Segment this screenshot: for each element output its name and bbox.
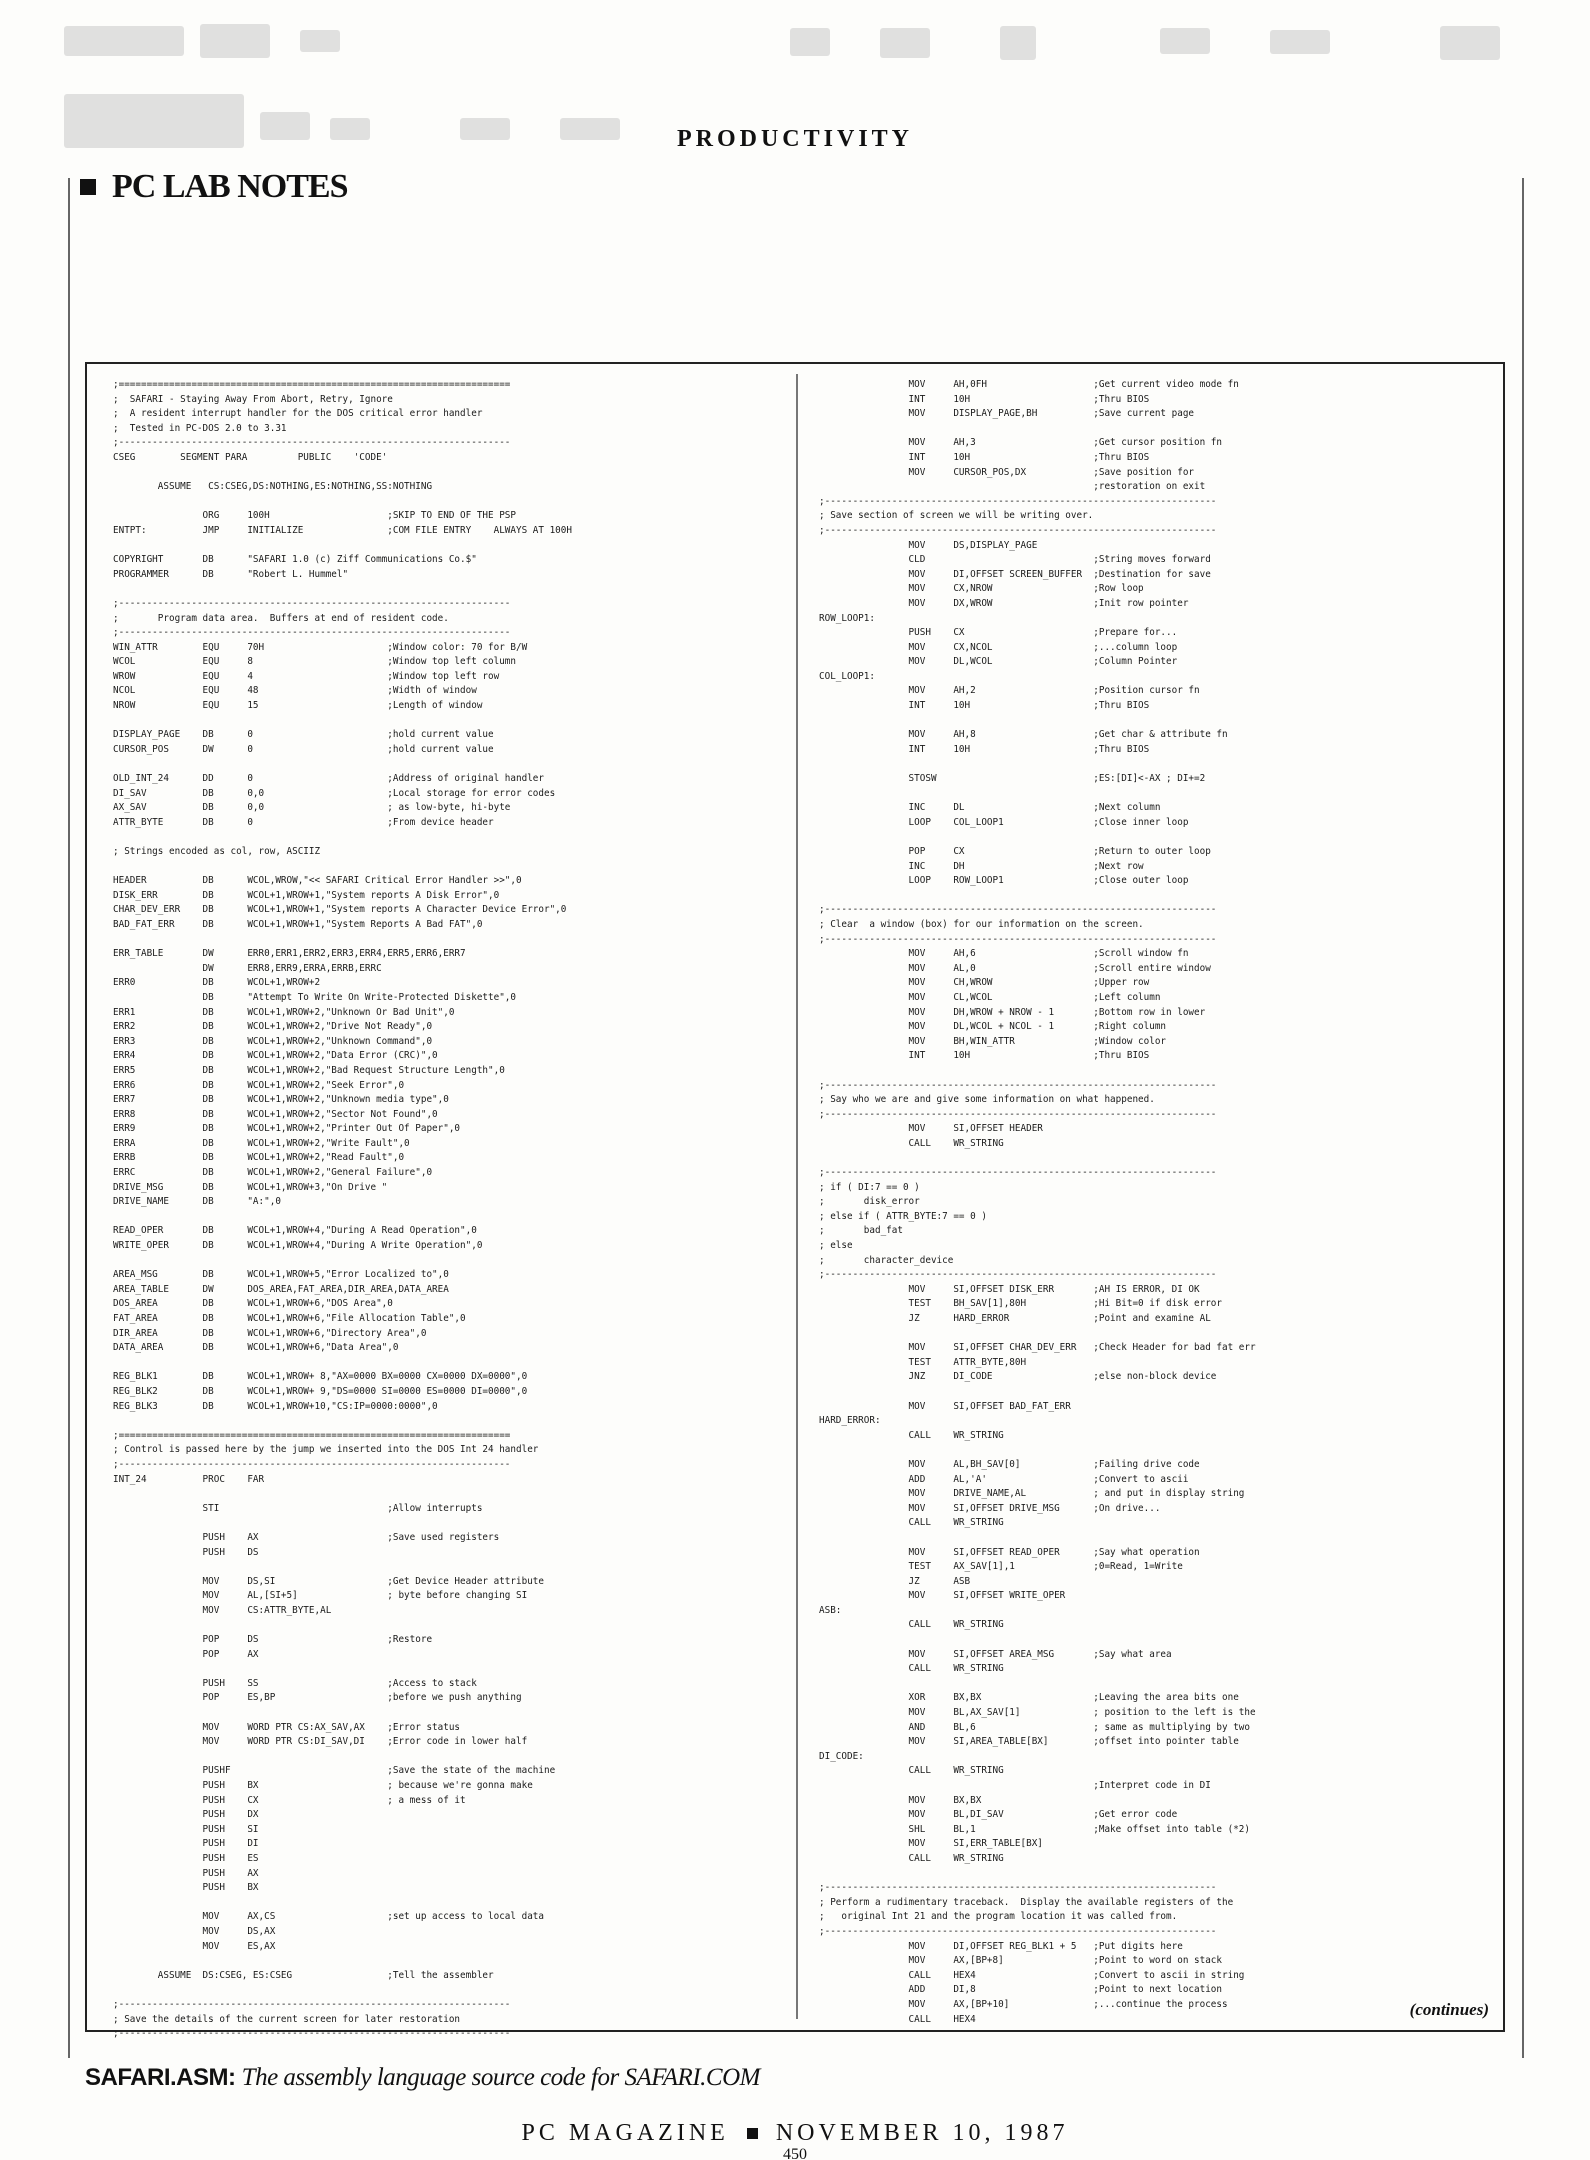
scan-noise bbox=[790, 28, 830, 56]
scan-noise bbox=[1440, 26, 1500, 60]
listing-column-divider bbox=[796, 374, 798, 2019]
scan-noise bbox=[1000, 26, 1036, 60]
footer-magazine: PC MAGAZINE bbox=[521, 2120, 729, 2146]
footer-date: NOVEMBER 10, 1987 bbox=[775, 2120, 1069, 2146]
listing-column-right bbox=[819, 378, 1489, 2027]
scan-noise bbox=[1160, 28, 1210, 54]
footer-bullet-icon bbox=[747, 2128, 758, 2139]
column-rule-right bbox=[1522, 178, 1524, 2058]
scan-noise bbox=[300, 30, 340, 52]
code-block-right: MOV AH,0FH ;Get current video mode fn INT 10H ;Thru BIOS MOV DISPLAY_PAGE,BH ;Save current page MOV AH,3 ;Get cursor position fn INT 10H ;Thru BIOS MOV CURSOR_POS,DX ;Save position for ;restoration on exit ;---------------------------------------------------------------------- ; Save section of screen we will be writing over. ;---------------------------------------------------------------------- MOV DS,DISPLAY_PAGE CLD ;String moves forward MOV DI,OFFSET SCREEN_BUFFER ;Destination for save MOV CX,NROW ;Row loop MOV DX,WROW ;Init row pointer ROW_LOOP1: PUSH CX ;Prepare for... MOV CX,NCOL ;...column loop MOV DL,WCOL ;Column Pointer COL_LOOP1: MOV AH,2 ;Position cursor fn INT 10H ;Thru BIOS MOV AH,8 ;Get char & attribute fn INT 10H ;Thru BIOS STOSW ;ES:[DI]<-AX ; DI+=2 INC DL ;Next column LOOP COL_LOOP1 ;Close inner loop POP CX ;Return to outer loop INC DH ;Next row LOOP ROW_LOOP1 ;Close outer loop ;---------------------------------------------------------------------- ; Clear a window (box) for our information on the screen. ;---------------------------------------------------------------------- MOV AH,6 ;Scroll window fn MOV AL,0 ;Scroll entire window MOV CH,WROW ;Upper row MOV CL,WCOL ;Left column MOV DH,WROW + NROW - 1 ;Bottom row in lower MOV DL,WCOL + NCOL - 1 ;Right column MOV BH,WIN_ATTR ;Window color INT 10H ;Thru BIOS ;---------------------------------------------------------------------- ; Say who we are and give some information on what happened. ;---------------------------------------------------------------------- MOV SI,OFFSET HEADER CALL WR_STRING ;---------------------------------------------------------------------- ; if ( DI:7 == 0 ) ; disk_error ; else if ( ATTR_BYTE:7 == 0 ) ; bad_fat ; else ; character_device ;---------------------------------------------------------------------- MOV SI,OFFSET DISK_ERR ;AH IS ERROR, DI OK TEST BH_SAV[1],80H ;Hi Bit=0 if disk error JZ HARD_ERROR ;Point and examine AL MOV SI,OFFSET CHAR_DEV_ERR ;Check Header for bad fat err TEST ATTR_BYTE,80H JNZ DI_CODE ;else non-block device MOV SI,OFFSET BAD_FAT_ERR HARD_ERROR: CALL WR_STRING MOV AL,BH_SAV[0] ;Failing drive code ADD AL,'A' ;Convert to ascii MOV DRIVE_NAME,AL ; and put in display string MOV SI,OFFSET DRIVE_MSG ;On drive... CALL WR_STRING MOV SI,OFFSET READ_OPER ;Say what operation TEST AX_SAV[1],1 ;0=Read, 1=Write JZ ASB MOV SI,OFFSET WRITE_OPER ASB: CALL WR_STRING MOV SI,OFFSET AREA_MSG ;Say what area CALL WR_STRING XOR BX,BX ;Leaving the area bits one MOV BL,AX_SAV[1] ; position to the left is the AND BL,6 ; same as multiplying by two MOV SI,AREA_TABLE[BX] ;offset into pointer table DI_CODE: CALL WR_STRING ;Interpret code in DI MOV BX,BX MOV BL,DI_SAV ;Get error code SHL BL,1 ;Make offset into table (*2) MOV SI,ERR_TABLE[BX] CALL WR_STRING ;---------------------------------------------------------------------- ; Perform a rudimentary traceback. Display the available registers of the ; original Int 21 and the program location it was called from. ;---------------------------------------------------------------------- MOV DI,OFFSET REG_BLK1 + 5 ;Put digits here MOV AX,[BP+8] ;Point to word on stack CALL HEX4 ;Convert to ascii in string ADD DI,8 ;Point to next location MOV AX,[BP+10] ;...continue the process CALL HEX4 bbox=[819, 379, 1256, 2025]
caption-text: The assembly language source code for SAFARI.COM bbox=[241, 2064, 760, 2091]
column-rule-left bbox=[68, 178, 70, 2058]
bullet-square-icon bbox=[80, 179, 96, 195]
code-listing-box bbox=[85, 362, 1505, 2040]
caption-label: SAFARI.ASM: bbox=[85, 2064, 236, 2091]
department-title-text: PC LAB NOTES bbox=[112, 168, 348, 205]
page-footer bbox=[0, 2120, 1590, 2147]
continues-label: (continues) bbox=[1409, 2000, 1489, 2019]
figure-caption bbox=[85, 2064, 760, 2092]
code-block-left: ;====================================================================== ; SAFARI - Staying Away From Abort, Retry, Ignore ; A resident interrupt handler for the DOS critical error handler ; Tested in PC-DOS 2.0 to 3.31 ;---------------------------------------------------------------------- CSEG SEGMENT PARA PUBLIC 'CODE' ASSUME CS:CSEG,DS:NOTHING,ES:NOTHING,SS:NOTHING ORG 100H ;SKIP TO END OF THE PSP ENTPT: JMP INITIALIZE ;COM FILE ENTRY ALWAYS AT 100H COPYRIGHT DB "SAFARI 1.0 (c) Ziff Communications Co.$" PROGRAMMER DB "Robert L. Hummel" ;---------------------------------------------------------------------- ; Program data area. Buffers at end of resident code. ;---------------------------------------------------------------------- WIN_ATTR EQU 70H ;Window color: 70 for B/W WCOL EQU 8 ;Window top left column WROW EQU 4 ;Window top left row NCOL EQU 48 ;Width of window NROW EQU 15 ;Length of window DISPLAY_PAGE DB 0 ;hold current value CURSOR_POS DW 0 ;hold current value OLD_INT_24 DD 0 ;Address of original handler DI_SAV DB 0,0 ;Local storage for error codes AX_SAV DB 0,0 ; as low-byte, hi-byte ATTR_BYTE DB 0 ;From device header ; Strings encoded as col, row, ASCIIZ HEADER DB WCOL,WROW,"<< SAFARI Critical Error Handler >>",0 DISK_ERR DB WCOL+1,WROW+1,"System reports A Disk Error",0 CHAR_DEV_ERR DB WCOL+1,WROW+1,"System reports A Character Device Error",0 BAD_FAT_ERR DB WCOL+1,WROW+1,"System Reports A Bad FAT",0 ERR_TABLE DW ERR0,ERR1,ERR2,ERR3,ERR4,ERR5,ERR6,ERR7 DW ERR8,ERR9,ERRA,ERRB,ERRC ERR0 DB WCOL+1,WROW+2 DB "Attempt To Write On Write-Protected Diskette",0 ERR1 DB WCOL+1,WROW+2,"Unknown Or Bad Unit",0 ERR2 DB WCOL+1,WROW+2,"Drive Not Ready",0 ERR3 DB WCOL+1,WROW+2,"Unknown Command",0 ERR4 DB WCOL+1,WROW+2,"Data Error (CRC)",0 ERR5 DB WCOL+1,WROW+2,"Bad Request Structure Length",0 ERR6 DB WCOL+1,WROW+2,"Seek Error",0 ERR7 DB WCOL+1,WROW+2,"Unknown media type",0 ERR8 DB WCOL+1,WROW+2,"Sector Not Found",0 ERR9 DB WCOL+1,WROW+2,"Printer Out Of Paper",0 ERRA DB WCOL+1,WROW+2,"Write Fault",0 ERRB DB WCOL+1,WROW+2,"Read Fault",0 ERRC DB WCOL+1,WROW+2,"General Failure",0 DRIVE_MSG DB WCOL+1,WROW+3,"On Drive " DRIVE_NAME DB "A:",0 READ_OPER DB WCOL+1,WROW+4,"During A Read Operation",0 WRITE_OPER DB WCOL+1,WROW+4,"During A Write Operation",0 AREA_MSG DB WCOL+1,WROW+5,"Error Localized to",0 AREA_TABLE DW DOS_AREA,FAT_AREA,DIR_AREA,DATA_AREA DOS_AREA DB WCOL+1,WROW+6,"DOS Area",0 FAT_AREA DB WCOL+1,WROW+6,"File Allocation Table",0 DIR_AREA DB WCOL+1,WROW+6,"Directory Area",0 DATA_AREA DB WCOL+1,WROW+6,"Data Area",0 REG_BLK1 DB WCOL+1,WROW+ 8,"AX=0000 BX=0000 CX=0000 DX=0000",0 REG_BLK2 DB WCOL+1,WROW+ 9,"DS=0000 SI=0000 ES=0000 DI=0000",0 REG_BLK3 DB WCOL+1,WROW+10,"CS:IP=0000:0000",0 ;====================================================================== ; Control is passed here by the jump we inserted into the DOS Int 24 handler ;---------------------------------------------------------------------- INT_24 PROC FAR STI ;Allow interrupts PUSH AX ;Save used registers PUSH DS MOV DS,SI ;Get Device Header attribute MOV AL,[SI+5] ; byte before changing SI MOV CS:ATTR_BYTE,AL POP DS ;Restore POP AX PUSH SS ;Access to stack POP ES,BP ;before we push anything MOV WORD PTR CS:AX_SAV,AX ;Error status MOV WORD PTR CS:DI_SAV,DI ;Error code in lower half PUSHF ;Save the state of the machine PUSH BX ; because we're gonna make PUSH CX ; a mess of it PUSH DX PUSH SI PUSH DI PUSH ES PUSH AX PUSH BX MOV AX,CS ;set up access to local data MOV DS,AX MOV ES,AX ASSUME DS:CSEG, ES:CSEG ;Tell the assembler ;---------------------------------------------------------------------- ; Save the details of the current screen for later restoration ;---------------------------------------------------------------------- bbox=[113, 379, 572, 2040]
scan-noise bbox=[880, 28, 930, 58]
scan-noise bbox=[64, 26, 184, 56]
section-label: PRODUCTIVITY bbox=[676, 126, 913, 152]
scan-noise bbox=[200, 24, 270, 58]
scan-noise bbox=[1270, 30, 1330, 54]
page-number: 450 bbox=[783, 2146, 807, 2160]
department-title bbox=[80, 168, 348, 206]
listing-column-left bbox=[113, 378, 783, 2042]
